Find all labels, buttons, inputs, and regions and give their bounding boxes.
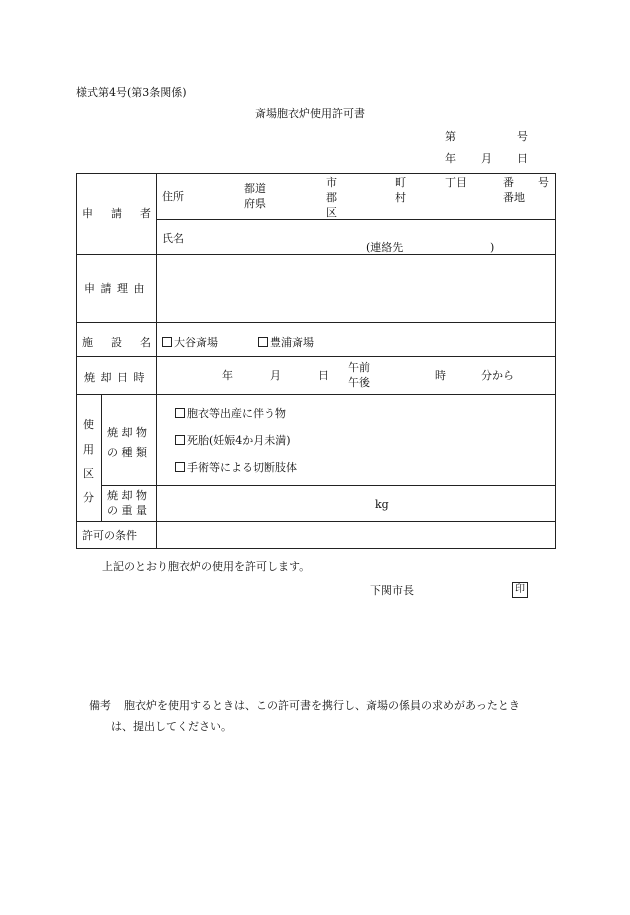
- checkbox-icon[interactable]: [162, 337, 172, 347]
- type-option-amputation[interactable]: [175, 462, 297, 473]
- datetime-year: 年: [222, 369, 233, 382]
- permission-statement: 上記のとおり胞衣炉の使用を許可します。: [102, 560, 311, 573]
- facility-option-toyoura-label: 豊浦斎場: [270, 336, 314, 349]
- datetime-label: 焼 却 日 時: [84, 371, 146, 384]
- note-line-1: 胞衣炉を使用するときは、この許可書を携行し、斎場の係員の求めがあったとき: [124, 699, 520, 712]
- city-shi: 市: [326, 176, 337, 189]
- facility-label-2: 設: [111, 336, 122, 349]
- name-label: 氏名: [162, 232, 184, 245]
- town-cho: 町: [395, 176, 406, 189]
- mayor-title: 下関市長: [370, 584, 414, 597]
- contact-close: ): [490, 241, 495, 254]
- datetime-pm: 午後: [348, 376, 370, 389]
- type-option-placenta-label: 胞衣等出産に伴う物: [187, 407, 286, 420]
- type-option-stillbirth-label: 死胎(妊娠4か月未満): [187, 434, 291, 447]
- facility-label-3: 名: [140, 336, 151, 349]
- town-son: 村: [395, 191, 406, 204]
- form-number: 様式第4号(第3条関係): [76, 86, 187, 99]
- facility-option-otani[interactable]: [162, 337, 218, 348]
- number-dai: 第: [445, 130, 456, 143]
- checkbox-icon[interactable]: [175, 408, 185, 418]
- seal-stamp: 印: [512, 582, 528, 598]
- type-label-line2: の 種 類: [107, 446, 147, 459]
- note-label: 備考: [89, 699, 111, 712]
- pref-to-do: 都道: [244, 182, 266, 195]
- facility-option-otani-label: 大谷斎場: [174, 336, 218, 349]
- applicant-label-2: 請: [111, 207, 122, 220]
- weight-label-line2: の 重 量: [107, 504, 147, 517]
- date-year: 年: [445, 152, 456, 165]
- permit-form-table: [76, 173, 556, 549]
- applicant-label-1: 申: [82, 207, 93, 220]
- classification-label-1: 使: [83, 418, 94, 431]
- weight-unit: kg: [375, 498, 389, 511]
- contact-label: (連絡先: [366, 241, 404, 254]
- classification-label-4: 分: [83, 491, 94, 504]
- city-gun: 郡: [326, 191, 337, 204]
- form-title: 斎場胞衣炉使用許可書: [255, 107, 365, 120]
- chome: 丁目: [445, 176, 467, 189]
- type-option-stillbirth[interactable]: [175, 435, 291, 446]
- checkbox-icon[interactable]: [258, 337, 268, 347]
- type-label-line1: 焼 却 物: [107, 426, 147, 439]
- type-option-placenta[interactable]: [175, 408, 286, 419]
- classification-label-3: 区: [83, 467, 94, 480]
- ban: 番: [503, 176, 514, 189]
- datetime-hour: 時: [435, 369, 446, 382]
- number-go: 号: [517, 130, 528, 143]
- datetime-am: 午前: [348, 361, 370, 374]
- classification-label-2: 用: [83, 443, 94, 456]
- datetime-day: 日: [318, 369, 329, 382]
- address-label: 住所: [162, 190, 184, 203]
- datetime-month: 月: [270, 369, 281, 382]
- note-line-2: は、提出してください。: [111, 720, 232, 733]
- checkbox-icon[interactable]: [175, 462, 185, 472]
- reason-label: 申 請 理 由: [84, 282, 146, 295]
- applicant-label-3: 者: [140, 207, 151, 220]
- banchi: 番地: [503, 191, 525, 204]
- checkbox-icon[interactable]: [175, 435, 185, 445]
- conditions-label: 許可の条件: [82, 529, 137, 542]
- facility-option-toyoura[interactable]: [258, 337, 314, 348]
- city-ku: 区: [326, 206, 337, 219]
- date-day: 日: [517, 152, 528, 165]
- facility-label-1: 施: [82, 336, 93, 349]
- go: 号: [538, 176, 549, 189]
- pref-fu-ken: 府県: [244, 197, 266, 210]
- weight-label-line1: 焼 却 物: [107, 489, 147, 502]
- type-option-amputation-label: 手術等による切断肢体: [187, 461, 297, 474]
- date-month: 月: [481, 152, 492, 165]
- datetime-minute-from: 分から: [481, 369, 514, 382]
